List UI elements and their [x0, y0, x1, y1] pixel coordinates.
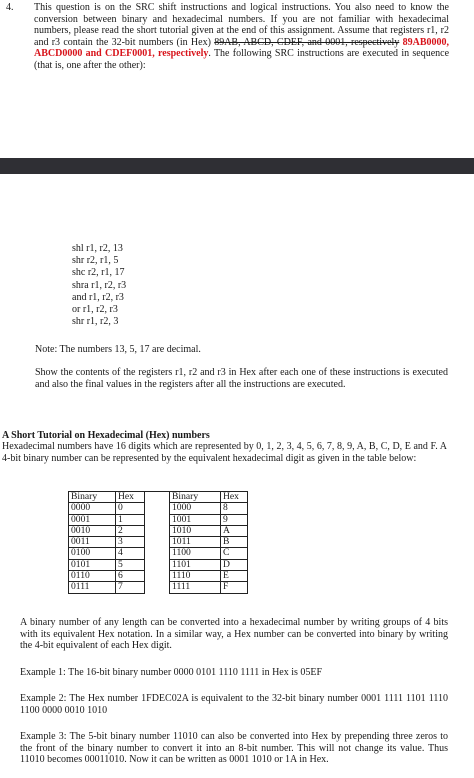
- table-row: [69, 548, 248, 559]
- table-gap: [145, 571, 170, 582]
- table-cell: 4: [116, 548, 145, 559]
- table-cell: 0000: [69, 503, 116, 514]
- table-cell: 7: [116, 582, 145, 593]
- table-header-cell: Binary: [69, 492, 116, 503]
- table-gap: [145, 537, 170, 548]
- example-2: Example 2: The Hex number 1FDEC02A is equivalent to the 32-bit binary number 0001 1111 1101 1110 1100 0000 0010 1010: [20, 693, 448, 716]
- table-cell: E: [221, 571, 248, 582]
- example-3: Example 3: The 5-bit binary number 11010 can also be converted into Hex by prepending three zeros to the front of the binary number to convert it into an 8-bit number. This will not change its value. Thus 11010 becomes 00011010. Now it can be written as 0001 1010 or 1A in Hex.: [20, 731, 448, 766]
- question-text-b: . The following SRC instructions are executed in sequence (that is, one after the other):: [34, 48, 450, 71]
- table-cell: 0010: [69, 525, 116, 536]
- question-text: [34, 2, 449, 72]
- table-gap: [145, 548, 170, 559]
- table-header-cell: Hex: [116, 492, 145, 503]
- register-values: 89AB0000, ABCD0000 and CDEF0001, respectively: [34, 36, 450, 60]
- struck-values: 89AB, ABCD, CDEF, and 0001, respectively: [214, 36, 400, 48]
- table-row: [69, 582, 248, 593]
- table-gap: [145, 503, 170, 514]
- table-cell: 0001: [69, 514, 116, 525]
- instruction-line: shra r1, r2, r3: [72, 279, 127, 291]
- table-row: [69, 571, 248, 582]
- table-row: [69, 514, 248, 525]
- table-header-row: [69, 492, 248, 503]
- table-row: [69, 559, 248, 570]
- table-cell: 1100: [170, 548, 221, 559]
- table-cell: 1110: [170, 571, 221, 582]
- table-cell: 1000: [170, 503, 221, 514]
- table-cell: B: [221, 537, 248, 548]
- table-gap: [145, 525, 170, 536]
- table-gap: [145, 514, 170, 525]
- table-gap: [145, 492, 170, 503]
- task-text: Show the contents of the registers r1, r2 and r3 in Hex after each one of these instructions is executed and also the final values in the registers after all the instructions are executed.: [35, 367, 448, 390]
- table-cell: 8: [221, 503, 248, 514]
- note-text: Note: The numbers 13, 5, 17 are decimal.: [35, 344, 201, 355]
- table-cell: C: [221, 548, 248, 559]
- table-cell: 1111: [170, 582, 221, 593]
- table-cell: 0101: [69, 559, 116, 570]
- conversion-paragraph: A binary number of any length can be converted into a hexadecimal number by writing groups of 4 bits with its equivalent Hex notation. In a similar way, a Hex number can be converted into binary by writing the 4-bit equivalent of each Hex digit.: [20, 617, 448, 652]
- table-cell: D: [221, 559, 248, 570]
- table-cell: 1: [116, 514, 145, 525]
- hex-conversion-table: [68, 491, 248, 594]
- table-cell: A: [221, 525, 248, 536]
- table-cell: 6: [116, 571, 145, 582]
- table-cell: 1101: [170, 559, 221, 570]
- table-cell: 0100: [69, 548, 116, 559]
- table-header-cell: Hex: [221, 492, 248, 503]
- table-cell: 1001: [170, 514, 221, 525]
- instruction-line: shr r1, r2, 3: [72, 316, 119, 328]
- tutorial-intro: Hexadecimal numbers have 16 digits which are represented by 0, 1, 2, 3, 4, 5, 6, 7, 8, 9, A, B, C, D, E and F. A 4-bit binary number can be represented by the equivalent hexadecimal digit as given in the table below:: [2, 441, 447, 464]
- page-divider: [0, 158, 474, 174]
- instruction-line: and r1, r2, r3: [72, 291, 124, 303]
- instruction-list: [72, 243, 192, 328]
- table-cell: 3: [116, 537, 145, 548]
- tutorial-title: A Short Tutorial on Hexadecimal (Hex) numbers: [2, 430, 210, 441]
- table-row: [69, 525, 248, 536]
- table-gap: [145, 582, 170, 593]
- table-cell: 2: [116, 525, 145, 536]
- table-cell: F: [221, 582, 248, 593]
- instruction-line: shr r2, r1, 5: [72, 255, 119, 267]
- table-cell: 0011: [69, 537, 116, 548]
- table-row: [69, 537, 248, 548]
- example-1: Example 1: The 16-bit binary number 0000 0101 1110 1111 in Hex is 05EF: [20, 667, 323, 678]
- instruction-line: shc r2, r1, 17: [72, 267, 125, 279]
- question-text-a: This question is on the SRC shift instructions and logical instructions. You also need to know the conversion between binary and hexadecimal numbers. If you are not familiar with hexadecimal numbers, please read the short tutorial given at the end of this assignment. Assume that registers r1, r2 and r3 contain the 32-bit numbers (in Hex): [34, 2, 449, 48]
- table-cell: 0111: [69, 582, 116, 593]
- table-cell: 1011: [170, 537, 221, 548]
- table-cell: 9: [221, 514, 248, 525]
- instruction-line: shl r1, r2, 13: [72, 243, 123, 254]
- table-cell: 5: [116, 559, 145, 570]
- table-cell: 1010: [170, 525, 221, 536]
- table-cell: 0: [116, 503, 145, 514]
- table-gap: [145, 559, 170, 570]
- table-cell: 0110: [69, 571, 116, 582]
- table-row: [69, 503, 248, 514]
- instruction-line: or r1, r2, r3: [72, 303, 118, 315]
- table-header-cell: Binary: [170, 492, 221, 503]
- question-number: 4.: [6, 2, 14, 13]
